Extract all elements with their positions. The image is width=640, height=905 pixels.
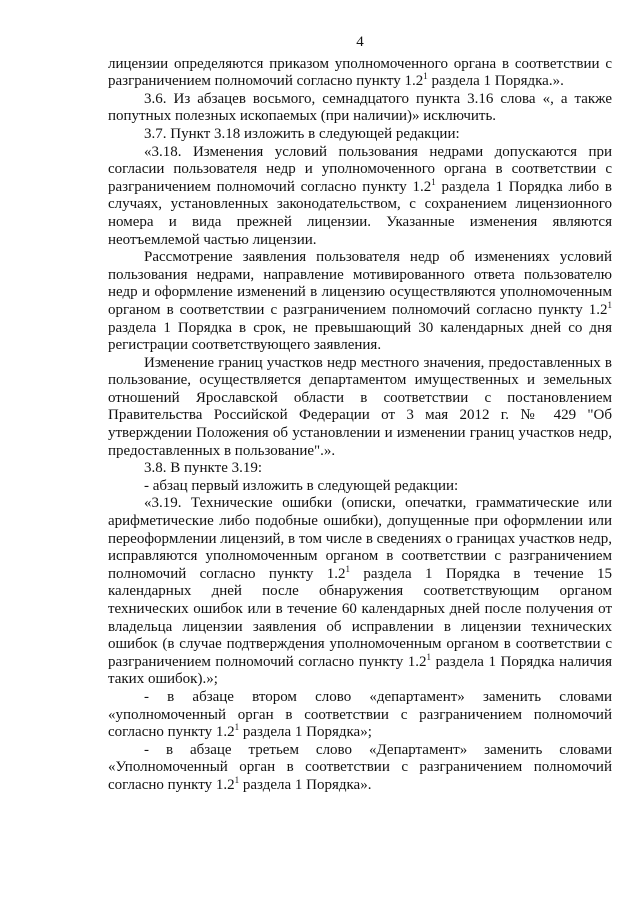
text-run: раздела 1 Порядка». (239, 776, 372, 793)
paragraph (108, 249, 612, 355)
paragraph (108, 689, 612, 742)
superscript: 1 (426, 651, 432, 662)
text-run: раздела 1 Порядка либо в случаях, установленных законодательством, с сохранением лицензионного номера и вида прежней лицензии. Указанные изменения являются неотъемлемой частью лицензии. (108, 178, 612, 248)
text-run: 3.8. В пункте 3.19: (144, 460, 263, 477)
paragraph (108, 144, 612, 250)
paragraph (108, 56, 612, 91)
paragraph (108, 460, 612, 478)
paragraph (108, 355, 612, 461)
document-page (108, 34, 612, 795)
text-run: 3.7. Пункт 3.18 изложить в следующей редакции: (144, 125, 460, 142)
superscript: 1 (431, 176, 436, 187)
text-run: раздела 1 Порядка.». (427, 73, 564, 90)
text-run: - в абзаце втором слово «департамент» заменить словами «уполномоченный орган в соответствии с разграничением полномочий согласно пункту 1.2 (108, 688, 612, 741)
paragraph (108, 742, 612, 795)
text-run: лицензии определяются приказом уполномоченного органа в соответствии с разграничением полномочий согласно пункту 1.2 (108, 55, 612, 90)
superscript: 1 (607, 299, 612, 310)
paragraph (108, 91, 612, 126)
text-run: - абзац первый изложить в следующей редакции: (144, 477, 459, 494)
text-run: раздела 1 Порядка в течение 15 календарных дней после обнаружения соответствующим органом технических ошибок или в течение 60 календарных дней после получения от владельца лицензии заявления об исправлении в лицензии технических ошибок (в случае подтверждения уполномоченным органом в соответствии с разграничением полномочий согласно пункту 1.2 (108, 565, 613, 670)
text-run: раздела 1 Порядка наличия таких ошибок).»; (108, 653, 612, 688)
superscript: 1 (423, 71, 428, 82)
text-run: «3.18. Изменения условий пользования недрами допускаются при согласии пользователя недр и уполномоченного органа в соответствии с разграничением полномочий согласно пункту 1.2 (108, 143, 612, 195)
text-run: «3.19. Технические ошибки (описки, опечатки, грамматические или арифметические либо подобные ошибки), допущенные при оформлении или переоформлении лицензий, в том числе в сведениях о границах участков недр, исправляются уполномоченным органом в соответствии с разграничением полномочий согласно пункту 1.2 (108, 495, 612, 582)
superscript: 1 (234, 722, 240, 733)
superscript: 1 (234, 774, 240, 785)
text-run: Изменение границ участков недр местного значения, предоставленных в пользование, осуществляется департаментом имущественных и земельных отношений Ярославской области в соответствии с постановлением Правительства Российской Федерации от 3 мая 2012 г. № 429 "Об утверждении Положения об установлении и изменении границ участков недр, предоставленных в пользование".». (108, 354, 612, 459)
text-run: раздела 1 Порядка»; (239, 724, 372, 741)
text-run: раздела 1 Порядка в срок, не превышающий 30 календарных дней со дня регистрации соответствующего заявления. (108, 319, 612, 354)
text-run: 3.6. Из абзацев восьмого, семнадцатого пункта 3.16 слова «, а также попутных полезных ископаемых (при наличии)» исключить. (108, 90, 612, 125)
text-run: Рассмотрение заявления пользователя недр об изменениях условий пользования недрами, направление мотивированного ответа пользователю недр и оформление изменений в лицензию осуществляются уполномоченным органом в соответствии с разграничением полномочий согласно пункту 1.2 (108, 249, 612, 318)
text-run: - в абзаце третьем слово «Департамент» заменить словами «Уполномоченный орган в соответствии с разграничением полномочий согласно пункту 1.2 (108, 741, 612, 793)
paragraph (108, 126, 612, 144)
page-number: 4 (356, 34, 364, 50)
paragraph (108, 495, 612, 689)
document-body (108, 56, 612, 795)
paragraph (108, 478, 612, 496)
superscript: 1 (345, 563, 351, 574)
